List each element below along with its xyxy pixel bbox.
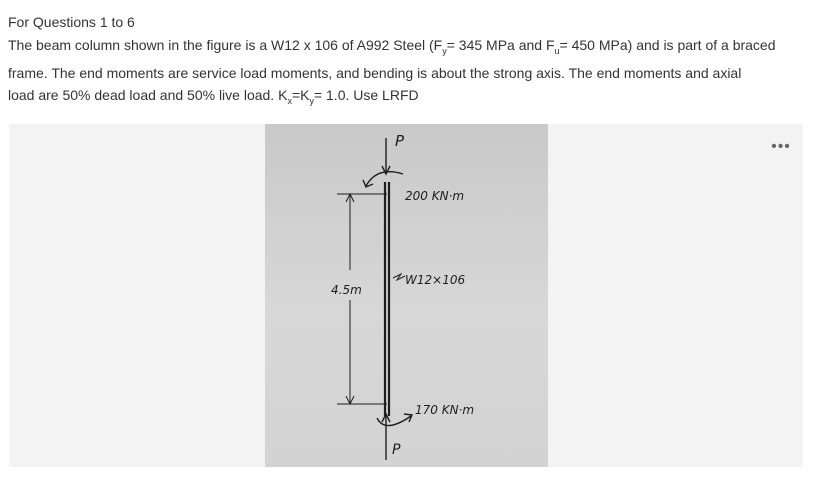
question-line-2: frame. The end moments are service load moments, and bending is about the strong axis. The end moments and axial: [8, 64, 742, 81]
bottom-moment-label: 170 KN·m: [415, 403, 475, 417]
section-label: W12×106: [405, 273, 466, 287]
more-options-icon: •••: [771, 138, 791, 155]
more-options-button[interactable]: [771, 139, 791, 155]
question-text: [8, 34, 800, 112]
top-load-label: P: [395, 132, 405, 150]
section-leader: [393, 274, 405, 280]
length-label: 4.5m: [331, 283, 362, 297]
question-line-3: load are 50% dead load and 50% live load. $K_x=K_y= 1.0$. Use LRFD: [8, 86, 419, 106]
bottom-load-label: P: [392, 442, 401, 458]
question-line-1: The beam column shown in the figure is a W12 x 106 of A992 Steel ($F_y= 345$ MPa and $F_u= 450$ MPa) and is part of a braced: [8, 37, 776, 56]
question-heading: For Questions 1 to 6: [8, 14, 135, 30]
beam-column-photo: [265, 124, 548, 467]
beam-column-sketch: [265, 124, 548, 467]
top-moment-label: 200 KN·m: [405, 189, 465, 203]
